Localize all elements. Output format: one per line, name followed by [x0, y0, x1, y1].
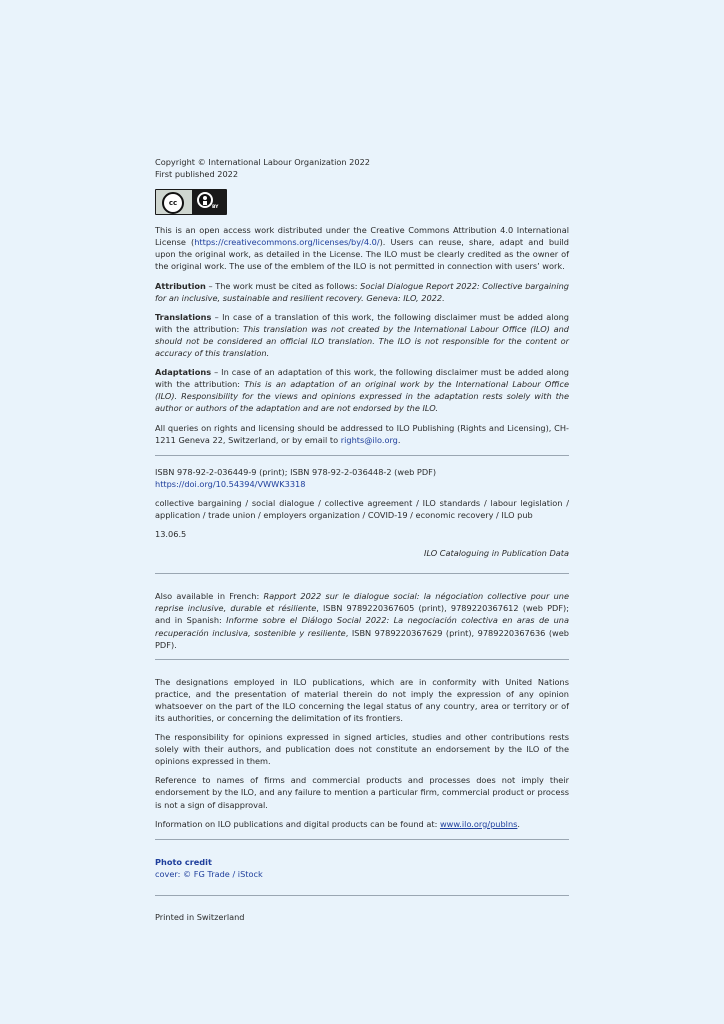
- queries-paragraph: All queries on rights and licensing should be addressed to ILO Publishing (Rights and Licensing), CH-1211 Geneva 22, Switzerland, or by email to rights@ilo.org.: [155, 422, 569, 445]
- french-title: Rapport 2022 sur le dialogue social: la négociation collective pour une reprise inclusive, durable et résiliente: [155, 591, 569, 614]
- divider: [155, 895, 569, 896]
- divider: [155, 573, 569, 574]
- adaptations-paragraph: Adaptations – In case of an adaptation of this work, the following disclaimer must be added along with the attribution: This is an adaptation of an original work by the International Labour Office (ILO). Responsibility for the views and opinions expressed in the adaptation rests solely with the author or authors of the adaptation and are not endorsed by the ILO.: [155, 367, 569, 414]
- photo-credit-value: cover: © FG Trade / iStock: [155, 868, 263, 879]
- designations-paragraph: The designations employed in ILO publications, which are in conformity with United Nations practice, and the presentation of material therein do not imply the expression of any opinion whatsoever on the part of the ILO concerning the legal status of any country, area or territory or of its authorities, or concerning the delimitation of its frontiers.: [155, 676, 569, 723]
- copyright-page-content: [155, 156, 569, 923]
- license-link[interactable]: https://creativecommons.org/licenses/by/4.0/: [194, 237, 380, 248]
- divider: [155, 455, 569, 456]
- by-label: BY: [212, 205, 219, 211]
- person-icon: [197, 192, 213, 208]
- creative-commons-by-icon: [155, 189, 227, 215]
- cc-logo-icon: cc: [162, 192, 184, 214]
- classification-code: 13.06.5: [155, 529, 187, 540]
- responsibility-paragraph: The responsibility for opinions expressed in signed articles, studies and other contributions rests solely with their authors, and publication does not constitute an endorsement by the ILO of the opinions expressed in them.: [155, 732, 569, 767]
- translations-label: Translations: [155, 311, 212, 322]
- reference-paragraph: Reference to names of firms and commercial products and processes does not imply their endorsement by the ILO, and any failure to mention a particular firm, commercial product or process is not a sign of disapproval.: [155, 775, 569, 810]
- also-available-paragraph: Also available in French: Rapport 2022 sur le dialogue social: la négociation collective pour une reprise inclusive, durable et résiliente, ISBN 9789220367605 (print), 9789220367612 (web PDF); and in Spanish: Informe sobre el Diálogo Social 2022: La negociación colectiva en aras de una recuperación inclusiva, sostenible y resiliente, ISBN 9789220367629 (print), 9789220367636 (web PDF).: [155, 591, 569, 650]
- information-paragraph: Information on ILO publications and digital products can be found at: www.ilo.org/publns.: [155, 818, 521, 829]
- rights-email-link[interactable]: rights@ilo.org: [340, 434, 398, 445]
- doi-link[interactable]: https://doi.org/10.54394/VWWK3318: [155, 478, 306, 489]
- translations-paragraph: Translations – In case of a translation of this work, the following disclaimer must be added along with the attribution: This translation was not created by the International Labour Office (ILO) and should not be considered an official ILO translation. The ILO is not responsible for the content or accuracy of this translation.: [155, 311, 569, 359]
- cataloguing-label: ILO Cataloguing in Publication Data: [424, 548, 569, 559]
- keywords: collective bargaining / social dialogue / collective agreement / ILO standards / labour legislation / application / trade union / employers organization / COVID-19 / economic recovery / ILO pub: [155, 497, 569, 520]
- isbn-line: ISBN 978-92-2-036449-9 (print); ISBN 978-92-2-036448-2 (web PDF): [155, 466, 437, 477]
- license-paragraph: This is an open access work distributed under the Creative Commons Attribution 4.0 International License (https://creativecommons.org/licenses/by/4.0/). Users can reuse, share, adapt and build upon the original work, as detailed in the License. The ILO must be clearly credited as the owner of the original work. The use of the emblem of the ILO is not permitted in connection with users’ work.: [155, 225, 569, 272]
- divider: [155, 839, 569, 840]
- printed-in: Printed in Switzerland: [155, 911, 245, 922]
- attribution-label: Attribution: [155, 280, 206, 291]
- publications-link[interactable]: www.ilo.org/publns: [439, 818, 518, 829]
- adaptations-label: Adaptations: [155, 367, 212, 378]
- adaptations-disclaimer: This is an adaptation of an original work by the International Labour Office (ILO). Responsibility for the views and opinions expressed in the adaptation rests solely with the author or authors of the adaptation and are not endorsed by the ILO.: [155, 379, 569, 414]
- translations-disclaimer: This translation was not created by the International Labour Office (ILO) and should not be considered an official ILO translation. The ILO is not responsible for the content or accuracy of this translation.: [155, 323, 569, 359]
- first-published-line: First published 2022: [155, 169, 239, 180]
- attribution-paragraph: Attribution – The work must be cited as follows: Social Dialogue Report 2022: Collective bargaining for an inclusive, sustainable and resilient recovery. Geneva: ILO, 2022.: [155, 280, 569, 303]
- photo-credit-title: Photo credit: [155, 856, 212, 867]
- divider: [155, 659, 569, 660]
- spanish-title: Informe sobre el Diálogo Social 2022: La negociación colectiva en aras de una recuperación inclusiva, sostenible y resiliente: [155, 615, 569, 638]
- attribution-citation: Social Dialogue Report 2022: Collective bargaining for an inclusive, sustainable and resilient recovery. Geneva: ILO, 2022.: [155, 280, 569, 303]
- copyright-line: Copyright © International Labour Organization 2022: [155, 157, 370, 167]
